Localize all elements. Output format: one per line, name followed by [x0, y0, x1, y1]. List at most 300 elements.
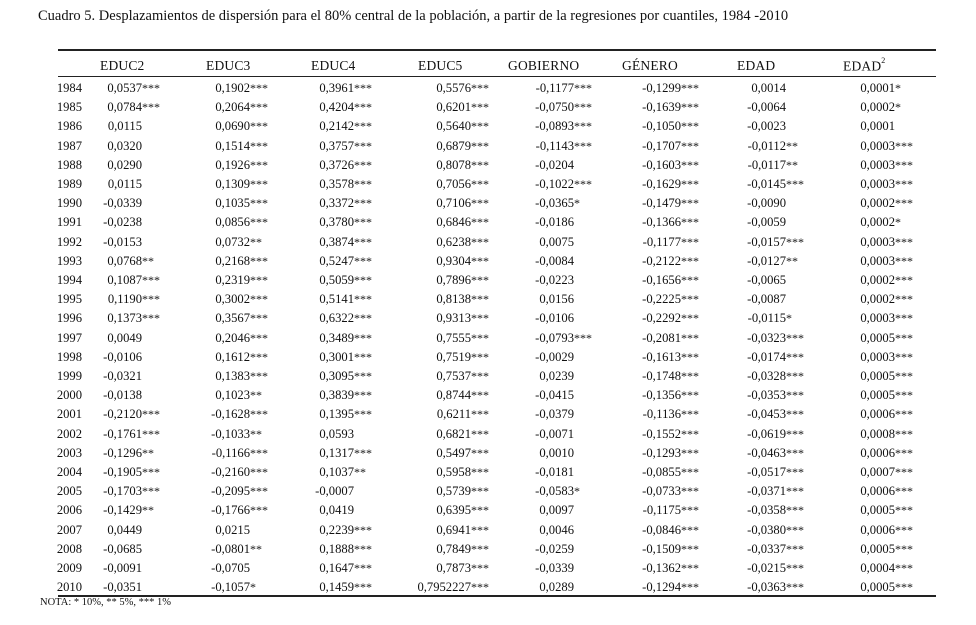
cell-educ5-sig: ***: [471, 330, 489, 345]
cell-educ3: 0,2319: [215, 273, 250, 288]
table-row: [28, 348, 935, 367]
cell-edad2: 0,0001: [860, 81, 895, 95]
cell-edad-sig: **: [786, 157, 798, 172]
cell-edad2: 0,0005: [860, 580, 895, 595]
cell-edad-sig: [786, 98, 832, 117]
cell-educ5-sig: ***: [471, 541, 489, 556]
cell-educ2: 0,0320: [107, 138, 142, 153]
cell-gobierno: -0,0365: [535, 196, 574, 211]
cell-genero-sig: ***: [681, 407, 699, 422]
table-row: [28, 540, 935, 559]
cell-educ4-sig: ***: [354, 561, 372, 576]
cell-genero-sig: ***: [681, 119, 699, 134]
cell-genero: -0,2225: [642, 292, 681, 307]
cell-educ4-sig: ***: [354, 138, 372, 153]
cell-gobierno: -0,1022: [535, 177, 574, 192]
cell-year: 2007: [56, 522, 82, 537]
cell-edad: -0,0064: [747, 100, 786, 115]
cell-educ3-sig: *: [250, 580, 256, 595]
cell-edad2-sig: ***: [895, 349, 913, 364]
cell-edad: -0,0090: [747, 196, 786, 211]
cell-edad2-sig: ***: [895, 426, 913, 441]
table-row: [28, 213, 935, 232]
cell-edad2: 0,0005: [860, 541, 895, 556]
top-rule: [58, 49, 936, 51]
cell-genero-sig: ***: [681, 196, 699, 211]
cell-educ3-sig: ***: [250, 138, 268, 153]
cell-gobierno-sig: [574, 501, 612, 520]
cell-gobierno: -0,0071: [535, 426, 574, 441]
cell-educ2: 0,0768: [107, 253, 142, 268]
cell-educ4-sig: ***: [354, 292, 372, 307]
cell-genero-sig: ***: [681, 330, 699, 345]
cell-educ3: -0,0801: [211, 541, 250, 556]
cell-educ5-sig: ***: [471, 369, 489, 384]
cell-edad2: 0,0006: [860, 522, 895, 537]
cell-edad2: 0,0002: [860, 273, 895, 288]
cell-gobierno: -0,0186: [535, 215, 574, 230]
cell-edad: -0,0087: [747, 292, 786, 307]
cell-educ3-sig: ***: [250, 273, 268, 288]
cell-educ5-sig: ***: [471, 234, 489, 249]
cell-edad2: 0,0002: [860, 196, 895, 211]
cell-educ4-sig: ***: [354, 407, 372, 422]
cell-educ2-sig: ***: [142, 81, 160, 95]
cell-gobierno-sig: *: [574, 196, 580, 211]
cell-edad2-sig: *: [895, 81, 901, 95]
cell-educ5-sig: ***: [471, 196, 489, 211]
cell-edad2: 0,0002: [860, 292, 895, 307]
table-row: [28, 425, 935, 444]
cell-gobierno-sig: [574, 540, 612, 559]
cell-gobierno-sig: [574, 444, 612, 463]
cell-educ2-sig: [142, 137, 188, 156]
cell-edad-sig: **: [786, 253, 798, 268]
cell-edad-sig: ***: [786, 426, 804, 441]
table-caption: Cuadro 5. Desplazamientos de dispersión para el 80% central de la población, a partir de la regresiones por cuantiles, 1984 -2010: [38, 8, 789, 24]
cell-edad-sig: ***: [786, 541, 804, 556]
cell-educ3: 0,0690: [215, 119, 250, 134]
cell-educ4-sig: ***: [354, 119, 372, 134]
cell-educ3-sig: ***: [250, 484, 268, 499]
table-row: [28, 501, 935, 520]
table-row: [28, 482, 935, 501]
cell-genero-sig: ***: [681, 465, 699, 480]
cell-educ5: 0,6201: [436, 100, 471, 115]
table-row: [28, 233, 935, 252]
cell-educ4-sig: [354, 482, 400, 501]
table-row: [28, 271, 935, 290]
cell-educ5-sig: ***: [471, 465, 489, 480]
cell-educ5-sig: ***: [471, 503, 489, 518]
cell-educ2: -0,2120: [103, 407, 142, 422]
cell-educ3-sig: **: [250, 388, 262, 403]
cell-edad-sig: ***: [786, 177, 804, 192]
cell-gobierno-sig: [574, 386, 612, 405]
cell-gobierno: -0,0223: [535, 273, 574, 288]
cell-educ4-sig: ***: [354, 234, 372, 249]
cell-educ4: 0,1459: [319, 580, 354, 595]
cell-educ3-sig: [250, 521, 294, 540]
cell-year: 1987: [56, 138, 82, 153]
table-row: [28, 252, 935, 271]
cell-educ5-sig: ***: [471, 157, 489, 172]
table-row: [28, 175, 935, 194]
cell-educ4-sig: ***: [354, 369, 372, 384]
cell-educ2: -0,0351: [103, 580, 142, 595]
cell-educ2-sig: ***: [142, 465, 160, 480]
cell-genero: -0,1509: [642, 541, 681, 556]
cell-educ4-sig: ***: [354, 253, 372, 268]
cell-educ4-sig: ***: [354, 196, 372, 211]
cell-edad2-sig: ***: [895, 445, 913, 460]
cell-educ2-sig: [142, 348, 188, 367]
cell-genero: -0,1479: [642, 196, 681, 211]
cell-edad2-sig: ***: [895, 157, 913, 172]
cell-educ3: -0,1057: [211, 580, 250, 595]
cell-educ2-sig: ***: [142, 426, 160, 441]
cell-gobierno-sig: [574, 213, 612, 232]
data-table: [28, 79, 935, 597]
cell-edad-sig: ***: [786, 484, 804, 499]
cell-educ2-sig: [142, 213, 188, 232]
cell-edad-sig: **: [786, 138, 798, 153]
cell-educ4-sig: ***: [354, 580, 372, 595]
cell-educ4: 0,3489: [319, 330, 354, 345]
cell-educ2-sig: [142, 175, 188, 194]
cell-educ4: 0,3757: [319, 138, 354, 153]
cell-gobierno: -0,0893: [535, 119, 574, 134]
table-row: [28, 137, 935, 156]
cell-educ4: 0,1888: [319, 541, 354, 556]
cell-educ2: 0,1087: [107, 273, 142, 288]
cell-gobierno: 0,0289: [539, 580, 574, 595]
cell-educ4-sig: ***: [354, 445, 372, 460]
cell-educ3: 0,1514: [215, 138, 250, 153]
cell-year: 1988: [56, 157, 82, 172]
cell-genero: -0,1639: [642, 100, 681, 115]
cell-educ3-sig: ***: [250, 292, 268, 307]
cell-genero: -0,1603: [642, 157, 681, 172]
cell-edad2: 0,0006: [860, 445, 895, 460]
cell-educ3: 0,0732: [215, 234, 250, 249]
cell-edad2-sig: ***: [895, 465, 913, 480]
cell-year: 1989: [56, 177, 82, 192]
cell-edad-sig: ***: [786, 503, 804, 518]
cell-educ2-sig: ***: [142, 407, 160, 422]
cell-educ4: 0,2239: [319, 522, 354, 537]
cell-edad2-sig: ***: [895, 273, 913, 288]
cell-gobierno: -0,0379: [535, 407, 574, 422]
cell-genero: -0,1629: [642, 177, 681, 192]
cell-educ2-sig: [142, 329, 188, 348]
cell-educ5-sig: ***: [471, 119, 489, 134]
cell-edad2: 0,0001: [860, 119, 895, 134]
cell-edad2: 0,0008: [860, 426, 895, 441]
cell-educ4: 0,1317: [319, 445, 354, 460]
cell-educ5: 0,6846: [436, 215, 471, 230]
cell-gobierno-sig: [574, 252, 612, 271]
cell-genero-sig: ***: [681, 484, 699, 499]
cell-edad2-sig: ***: [895, 311, 913, 326]
cell-gobierno: -0,0106: [535, 311, 574, 326]
cell-edad2: 0,0003: [860, 311, 895, 326]
cell-gobierno: 0,0075: [539, 234, 574, 249]
cell-educ3: -0,1033: [211, 426, 250, 441]
cell-educ2-sig: [142, 521, 188, 540]
cell-gobierno: -0,0259: [535, 541, 574, 556]
cell-edad2: 0,0002: [860, 100, 895, 115]
cell-year: 2010: [56, 580, 82, 595]
cell-gobierno: -0,0204: [535, 157, 574, 172]
cell-genero: -0,1366: [642, 215, 681, 230]
cell-educ2-sig: ***: [142, 273, 160, 288]
header-gobierno: GOBIERNO: [508, 58, 580, 73]
cell-gobierno-sig: [574, 405, 612, 424]
cell-educ4-sig: ***: [354, 81, 372, 95]
cell-year: 1985: [56, 100, 82, 115]
header-edad: EDAD: [737, 58, 776, 73]
cell-educ3: 0,2046: [215, 330, 250, 345]
cell-year: 1996: [56, 311, 82, 326]
cell-educ5-sig: ***: [471, 292, 489, 307]
cell-edad-sig: ***: [786, 445, 804, 460]
table-row: [28, 463, 935, 482]
cell-educ2: -0,1905: [103, 465, 142, 480]
cell-educ3-sig: [250, 559, 294, 578]
cell-genero: -0,0846: [642, 522, 681, 537]
significance-note: NOTA: * 10%, ** 5%, *** 1%: [40, 597, 171, 608]
cell-educ3-sig: **: [250, 541, 262, 556]
cell-educ2-sig: [142, 233, 188, 252]
cell-educ5: 0,7952227: [417, 580, 471, 595]
cell-edad2-sig: ***: [895, 369, 913, 384]
cell-educ4-sig: ***: [354, 522, 372, 537]
cell-edad2-sig: ***: [895, 253, 913, 268]
table-body: [28, 79, 935, 597]
cell-gobierno-sig: [574, 271, 612, 290]
cell-educ4-sig: ***: [354, 388, 372, 403]
cell-edad: 0,0014: [751, 81, 786, 95]
header-educ4: EDUC4: [311, 58, 356, 73]
cell-edad: -0,0215: [747, 561, 786, 576]
cell-year: 2009: [56, 561, 82, 576]
cell-edad2-sig: *: [895, 100, 901, 115]
cell-edad: -0,0337: [747, 541, 786, 556]
cell-educ3: 0,1612: [215, 349, 250, 364]
cell-genero-sig: ***: [681, 580, 699, 595]
cell-edad: -0,0463: [747, 445, 786, 460]
cell-educ5: 0,6879: [436, 138, 471, 153]
cell-edad-sig: ***: [786, 388, 804, 403]
cell-educ2-sig: ***: [142, 311, 160, 326]
cell-edad2: 0,0004: [860, 561, 895, 576]
cell-edad2-sig: ***: [895, 484, 913, 499]
cell-year: 2001: [56, 407, 82, 422]
table-row: [28, 386, 935, 405]
cell-year: 1997: [56, 330, 82, 345]
cell-edad: -0,0023: [747, 119, 786, 134]
cell-genero-sig: ***: [681, 388, 699, 403]
cell-gobierno-sig: ***: [574, 177, 592, 192]
cell-educ5-sig: ***: [471, 253, 489, 268]
cell-year: 2008: [56, 541, 82, 556]
cell-edad-sig: ***: [786, 522, 804, 537]
cell-educ3: 0,1902: [215, 81, 250, 95]
cell-edad2: 0,0005: [860, 369, 895, 384]
header-educ3: EDUC3: [206, 58, 251, 73]
cell-educ4-sig: ***: [354, 330, 372, 345]
cell-educ5-sig: ***: [471, 215, 489, 230]
cell-edad: -0,0328: [747, 369, 786, 384]
cell-educ5: 0,7896: [436, 273, 471, 288]
cell-educ2: -0,1761: [103, 426, 142, 441]
cell-edad2: 0,0005: [860, 503, 895, 518]
cell-educ4-sig: ***: [354, 100, 372, 115]
cell-educ2-sig: [142, 156, 188, 175]
cell-educ3: -0,1166: [211, 445, 250, 460]
cell-edad2-sig: ***: [895, 407, 913, 422]
cell-educ2: 0,1190: [107, 292, 142, 307]
cell-edad2: 0,0003: [860, 234, 895, 249]
header-edad-squared-exponent: 2: [881, 56, 886, 65]
cell-genero: -0,0733: [642, 484, 681, 499]
cell-educ2: -0,1703: [103, 484, 142, 499]
cell-educ4-sig: ***: [354, 215, 372, 230]
cell-edad: -0,0353: [747, 388, 786, 403]
cell-genero-sig: ***: [681, 292, 699, 307]
cell-genero-sig: ***: [681, 138, 699, 153]
cell-educ3-sig: ***: [250, 196, 268, 211]
cell-educ2-sig: ***: [142, 100, 160, 115]
header-rule: [58, 76, 936, 77]
cell-educ2-sig: [142, 367, 188, 386]
cell-edad2-sig: ***: [895, 541, 913, 556]
cell-gobierno-sig: ***: [574, 330, 592, 345]
cell-year: 1992: [56, 234, 82, 249]
cell-educ3: -0,1628: [211, 407, 250, 422]
cell-edad: -0,0371: [747, 484, 786, 499]
cell-edad-sig: ***: [786, 561, 804, 576]
cell-gobierno: -0,0029: [535, 349, 574, 364]
cell-genero-sig: ***: [681, 100, 699, 115]
table-row: [28, 98, 935, 117]
cell-educ3-sig: ***: [250, 445, 268, 460]
cell-genero-sig: ***: [681, 445, 699, 460]
cell-gobierno-sig: ***: [574, 119, 592, 134]
cell-genero: -0,1656: [642, 273, 681, 288]
cell-educ3-sig: ***: [250, 157, 268, 172]
cell-educ5-sig: ***: [471, 177, 489, 192]
cell-year: 2005: [56, 484, 82, 499]
cell-edad: -0,0065: [747, 273, 786, 288]
cell-gobierno-sig: *: [574, 484, 580, 499]
cell-year: 1998: [56, 349, 82, 364]
cell-educ3: -0,0705: [211, 561, 250, 576]
cell-educ5: 0,7537: [436, 369, 471, 384]
cell-educ3-sig: ***: [250, 330, 268, 345]
cell-gobierno: -0,0181: [535, 465, 574, 480]
cell-educ3-sig: ***: [250, 369, 268, 384]
cell-gobierno-sig: [574, 463, 612, 482]
cell-educ5: 0,7519: [436, 349, 471, 364]
cell-educ4: 0,3726: [319, 157, 354, 172]
cell-educ5: 0,5958: [436, 465, 471, 480]
cell-gobierno: -0,1143: [535, 138, 574, 153]
cell-edad2-sig: ***: [895, 580, 913, 595]
cell-gobierno: 0,0010: [539, 445, 574, 460]
cell-educ4-sig: ***: [354, 541, 372, 556]
cell-educ2: 0,0537: [107, 81, 142, 95]
cell-educ2-sig: [142, 194, 188, 213]
cell-genero: -0,1136: [642, 407, 681, 422]
cell-educ4: 0,3839: [319, 388, 354, 403]
cell-educ2-sig: ***: [142, 484, 160, 499]
cell-educ2: 0,0449: [107, 522, 142, 537]
cell-educ5: 0,9304: [436, 253, 471, 268]
cell-edad: -0,0380: [747, 522, 786, 537]
cell-edad: -0,0517: [747, 465, 786, 480]
cell-gobierno-sig: [574, 156, 612, 175]
header-genero: GÉNERO: [622, 58, 678, 73]
cell-edad-sig: [786, 213, 832, 232]
header-educ5: EDUC5: [418, 58, 463, 73]
cell-edad2-sig: ***: [895, 561, 913, 576]
cell-year: 1995: [56, 292, 82, 307]
cell-educ3-sig: ***: [250, 177, 268, 192]
cell-educ4: 0,5247: [319, 253, 354, 268]
cell-gobierno: -0,0084: [535, 253, 574, 268]
cell-educ2: -0,0238: [103, 215, 142, 230]
cell-educ2-sig: [142, 559, 188, 578]
cell-educ5: 0,7555: [436, 330, 471, 345]
cell-edad2-sig: ***: [895, 503, 913, 518]
cell-edad2-sig: [895, 117, 935, 136]
cell-educ3: 0,0856: [215, 215, 250, 230]
cell-educ3-sig: ***: [250, 311, 268, 326]
cell-edad: -0,0358: [747, 503, 786, 518]
cell-genero: -0,1050: [642, 119, 681, 134]
cell-educ3: 0,1383: [215, 369, 250, 384]
cell-genero: -0,0855: [642, 465, 681, 480]
cell-educ4: 0,4204: [319, 100, 354, 115]
cell-educ4-sig: [354, 501, 400, 520]
cell-year: 1993: [56, 253, 82, 268]
cell-year: 1994: [56, 273, 82, 288]
cell-gobierno-sig: [574, 559, 612, 578]
cell-edad2-sig: ***: [895, 196, 913, 211]
cell-educ2: -0,0138: [103, 388, 142, 403]
table-row: [28, 329, 935, 348]
cell-educ2-sig: [142, 117, 188, 136]
cell-educ4: 0,3001: [319, 349, 354, 364]
cell-edad-sig: ***: [786, 349, 804, 364]
cell-genero: -0,1748: [642, 369, 681, 384]
cell-year: 1986: [56, 119, 82, 134]
cell-edad2-sig: ***: [895, 388, 913, 403]
cell-year: 1990: [56, 196, 82, 211]
cell-educ5-sig: ***: [471, 426, 489, 441]
cell-genero-sig: ***: [681, 234, 699, 249]
cell-year: 2006: [56, 503, 82, 518]
cell-genero-sig: ***: [681, 561, 699, 576]
cell-edad2-sig: ***: [895, 234, 913, 249]
cell-gobierno: -0,0750: [535, 100, 574, 115]
cell-genero: -0,1613: [642, 349, 681, 364]
cell-edad-sig: ***: [786, 465, 804, 480]
cell-educ5: 0,5739: [436, 484, 471, 499]
cell-genero-sig: ***: [681, 273, 699, 288]
